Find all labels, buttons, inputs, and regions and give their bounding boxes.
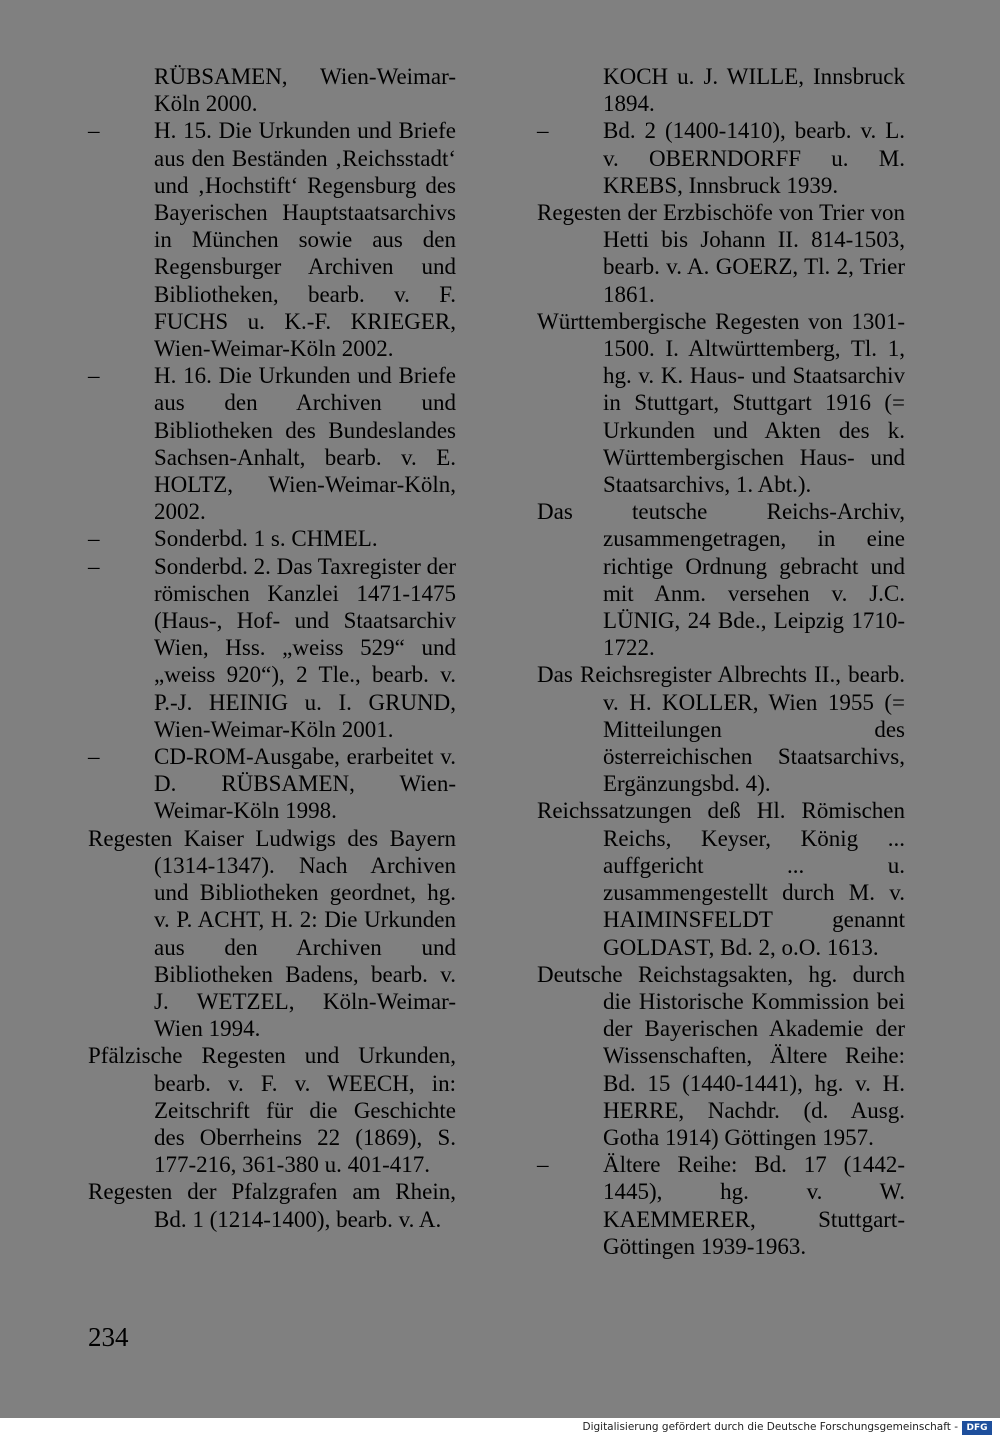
entry-text: CD-ROM-Ausgabe, erarbeitet v. D. RÜBSAMEN, Wien-Weimar-Köln 1998. (154, 744, 456, 824)
right-column (537, 63, 905, 1260)
entry-text: Ältere Reihe: Bd. 17 (1442-1445), hg. v. W. KAEMMERER, Stuttgart-Göttingen 1939-1963. (603, 1152, 905, 1259)
left-column (88, 63, 456, 1233)
sub-entry (537, 1151, 905, 1260)
dash-marker: – (88, 526, 100, 552)
dash-marker: – (537, 118, 549, 144)
footer-bar (0, 1418, 1000, 1439)
entry-text: Bd. 2 (1400-1410), bearb. v. L. v. OBERNDORFF u. M. KREBS, Innsbruck 1939. (603, 118, 905, 198)
sub-entry (88, 362, 456, 525)
dfg-logo-icon: DFG (962, 1421, 992, 1435)
bibliography-entry: Württembergische Regesten von 1301-1500. I. Altwürttemberg, Tl. 1, hg. v. K. Haus- und Staatsarchiv in Stuttgart, Stuttgart 1916 (= Urkunden und Akten des k. Württembergischen Haus- und Staatsarchivs, 1. Abt.). (537, 308, 905, 498)
sub-entry (88, 553, 456, 743)
sub-entry (88, 525, 456, 552)
dash-marker: – (88, 363, 100, 389)
sub-entry (88, 743, 456, 825)
entry-text: H. 15. Die Urkunden und Briefe aus den Beständen ‚Reichsstadt‘ und ‚Hochstift‘ Regensburg des Bayerischen Hauptstaatsarchivs in München sowie aus den Regensburger Archiven und Bibliotheken, bearb. v. F. FUCHS u. K.-F. KRIEGER, Wien-Weimar-Köln 2002. (154, 118, 456, 362)
bibliography-entry: Regesten Kaiser Ludwigs des Bayern (1314-1347). Nach Archiven und Bibliotheken geordnet, hg. v. P. ACHT, H. 2: Die Urkunden aus den Archiven und Bibliotheken Badens, bearb. v. J. WETZEL, Köln-Weimar-Wien 1994. (88, 825, 456, 1042)
entry-text: Sonderbd. 2. Das Taxregister der römischen Kanzlei 1471-1475 (Haus-, Hof- und Staatsarchiv Wien, Hss. „weiss 529“ und „weiss 920“), 2 Tle., bearb. v. P.-J. HEINIG u. I. GRUND, Wien-Weimar-Köln 2001. (154, 553, 456, 742)
dash-marker: – (88, 118, 100, 144)
bibliography-entry: Regesten der Erzbischöfe von Trier von Hetti bis Johann II. 814-1503, bearb. v. A. GOERZ, Tl. 2, Trier 1861. (537, 200, 905, 307)
dash-marker: – (88, 744, 100, 770)
continued-entry: RÜBSAMEN, Wien-Weimar-Köln 2000. (154, 64, 456, 117)
continued-entry: KOCH u. J. WILLE, Innsbruck 1894. (603, 64, 905, 117)
bibliography-entry: Regesten der Pfalzgrafen am Rhein, Bd. 1 (1214-1400), bearb. v. A. (88, 1179, 456, 1232)
bibliography-entry: Das Reichsregister Albrechts II., bearb. v. H. KOLLER, Wien 1955 (= Mitteilungen des österreichischen Staatsarchivs, Ergänzungsbd. 4). (537, 662, 905, 797)
bibliography-entry: Reichssatzungen deß Hl. Römischen Reichs, Keyser, König ... auffgericht ... u. zusammengestellt durch M. v. HAIMINSFELDT genannt GOLDAST, Bd. 2, o.O. 1613. (537, 798, 905, 960)
sub-entry (88, 117, 456, 362)
bibliography-entry: Pfälzische Regesten und Urkunden, bearb. v. F. v. WEECH, in: Zeitschrift für die Geschichte des Oberrheins 22 (1869), S. 177-216, 361-380 u. 401-417. (88, 1043, 456, 1178)
bibliography-entry: Das teutsche Reichs-Archiv, zusammengetragen, in eine richtige Ordnung gebracht und mit Anm. versehen v. J.C. LÜNIG, 24 Bde., Leipzig 1710-1722. (537, 499, 905, 661)
sub-entry (537, 117, 905, 199)
dash-marker: – (537, 1152, 549, 1178)
page-number: 234 (88, 1322, 129, 1352)
bibliography-entry: Deutsche Reichstagsakten, hg. durch die Historische Kommission bei der Bayerischen Akademie der Wissenschaften, Ältere Reihe: Bd. 15 (1440-1441), hg. v. H. HERRE, Nachdr. (d. Ausg. Gotha 1914) Göttingen 1957. (537, 961, 905, 1150)
entry-text: Sonderbd. 1 s. CHMEL. (154, 526, 378, 552)
dash-marker: – (88, 553, 100, 579)
funding-note: Digitalisierung gefördert durch die Deutsche Forschungsgemeinschaft - (582, 1421, 958, 1433)
entry-text: H. 16. Die Urkunden und Briefe aus den Archiven und Bibliotheken des Bundeslandes Sachsen-Anhalt, bearb. v. E. HOLTZ, Wien-Weimar-Köln, 2002. (154, 363, 456, 525)
